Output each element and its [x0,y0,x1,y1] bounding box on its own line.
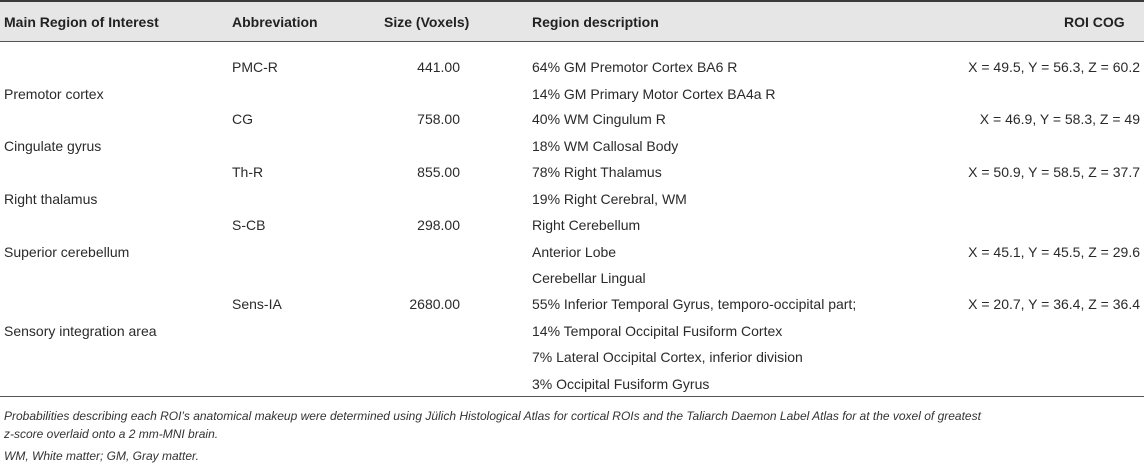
cog-cell: X = 50.9, Y = 58.5, Z = 37.7 [968,164,1140,180]
description-cell: 3% Occipital Fusiform Gyrus [532,376,710,392]
region-name: Right thalamus [4,191,98,207]
table-header [0,0,1144,42]
description-cell: 40% WM Cingulum R [532,111,666,127]
abbreviation-cell: Sens-IA [232,296,282,312]
cog-cell: X = 20.7, Y = 36.4, Z = 36.4 [968,296,1140,312]
description-cell: 19% Right Cerebral, WM [532,191,687,207]
size-cell: 298.00 [417,217,460,233]
abbreviation-cell: S-CB [232,217,266,233]
region-name: Sensory integration area [4,323,157,339]
cog-cell: X = 46.9, Y = 58.3, Z = 49 [979,111,1140,127]
description-cell: Anterior Lobe [532,244,617,260]
region-name: Superior cerebellum [4,244,130,260]
size-cell: 2680.00 [409,296,460,312]
header-size: Size (Voxels) [384,14,470,30]
region-name: Cingulate gyrus [4,138,102,154]
header-description: Region description [532,14,659,30]
description-cell: 14% GM Primary Motor Cortex BA4a R [532,86,776,102]
header-region: Main Region of Interest [4,14,159,30]
abbreviation-cell: CG [232,111,253,127]
region-name: Premotor cortex [4,86,104,102]
footnote-line-1: Probabilities describing each ROI’s anatomical makeup were determined using Jülich Histological Atlas for cortical ROIs and the Taliarch Daemon Label Atlas for at the voxel of greatest [4,409,981,423]
size-cell: 758.00 [417,111,460,127]
size-cell: 855.00 [417,164,460,180]
footnote-line-2: z-score overlaid onto a 2 mm-MNI brain. [4,427,219,441]
cog-cell: X = 45.1, Y = 45.5, Z = 29.6 [968,244,1140,260]
description-cell: 18% WM Callosal Body [532,138,679,154]
description-cell: 14% Temporal Occipital Fusiform Cortex [532,323,783,339]
description-cell: 64% GM Premotor Cortex BA6 R [532,59,738,75]
size-cell: 441.00 [417,59,460,75]
description-cell: Right Cerebellum [532,217,641,233]
abbreviation-cell: PMC-R [232,59,278,75]
header-abbreviation: Abbreviation [232,14,318,30]
abbreviation-cell: Th-R [232,164,264,180]
header-cog: ROI COG [1064,14,1125,30]
description-cell: 55% Inferior Temporal Gyrus, temporo-occipital part; [532,296,857,312]
footnote-line-3: WM, White matter; GM, Gray matter. [4,449,199,463]
table-bottom-rule [0,396,1144,397]
description-cell: 78% Right Thalamus [532,164,662,180]
cog-cell: X = 49.5, Y = 56.3, Z = 60.2 [968,59,1140,75]
description-cell: 7% Lateral Occipital Cortex, inferior division [532,349,803,365]
description-cell: Cerebellar Lingual [532,270,646,286]
